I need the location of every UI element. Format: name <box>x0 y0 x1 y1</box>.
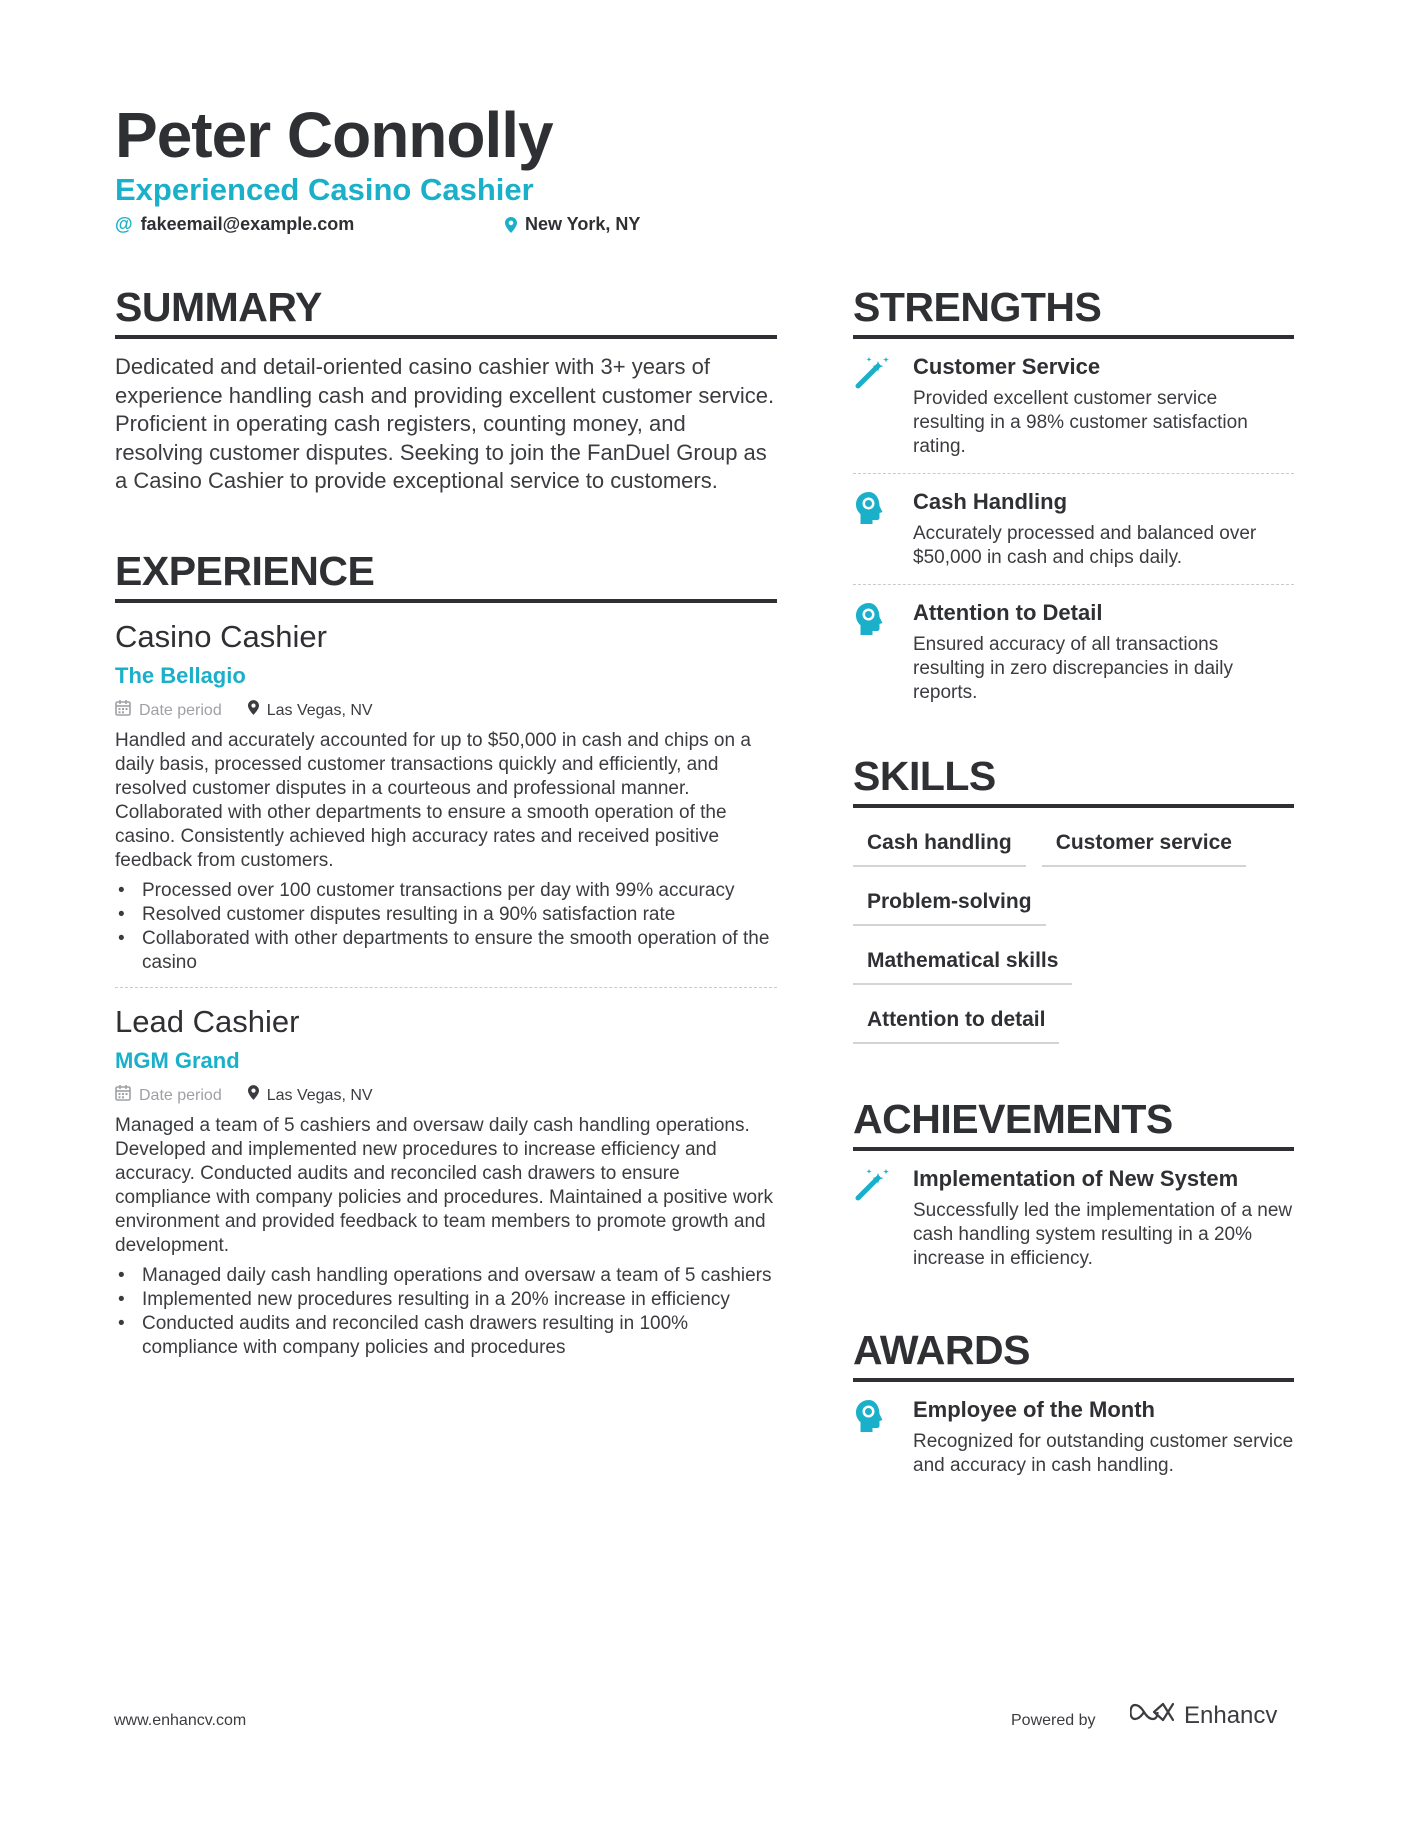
job-role: Casino Cashier <box>115 618 327 654</box>
strength-desc: Provided excellent customer service resulting in a 98% customer satisfaction rating. <box>913 388 1248 457</box>
job-date <box>115 1084 222 1108</box>
experience-section <box>115 546 777 1360</box>
location-text: New York, NY <box>525 214 641 234</box>
contact-location <box>505 214 640 235</box>
enhancv-logo-icon <box>1130 1700 1176 1731</box>
job-bullets <box>115 879 777 975</box>
strength-desc: Ensured accuracy of all transactions resulting in zero discrepancies in daily reports. <box>913 634 1233 703</box>
right-column <box>853 282 1294 1492</box>
skills-list <box>853 818 1294 1054</box>
skills-section <box>853 751 1294 1054</box>
job-location-text: Las Vegas, NV <box>266 701 373 719</box>
skill-tag: Mathematical skills <box>853 936 1072 985</box>
contact-email <box>115 214 354 235</box>
footer-powered-by: Powered by <box>1011 1712 1096 1729</box>
calendar-icon <box>115 699 131 723</box>
footer-url[interactable]: www.enhancv.com <box>114 1712 247 1729</box>
brand-name: Enhancv <box>1184 1701 1278 1729</box>
strengths-heading: STRENGTHS <box>853 284 1102 330</box>
section-divider <box>853 804 1294 808</box>
job-bullet: • Implemented new procedures resulting in a 20% increase in efficiency <box>115 1288 777 1312</box>
achievement-title: Implementation of New System <box>913 1166 1239 1191</box>
strength-title: Cash Handling <box>913 489 1068 514</box>
strength-item <box>853 585 1294 719</box>
job-company: MGM Grand <box>115 1047 240 1073</box>
summary-text: Dedicated and detail-oriented casino cashier with 3+ years of experience handling cash and providing excellent customer service. Proficient in operating cash registers, counting money, and resolving customer disputes. Seeking to join the FanDuel Group as a Casino Cashier to provide exceptional service to customers. <box>115 354 775 493</box>
experience-entry <box>115 1002 777 1360</box>
achievement-desc: Successfully led the implementation of a new cash handling system resulting in a 20% increase in efficiency. <box>913 1200 1293 1269</box>
calendar-icon <box>115 1084 131 1108</box>
job-company: The Bellagio <box>115 662 246 688</box>
skill-tag: Customer service <box>1042 818 1246 867</box>
skill-tag: Attention to detail <box>853 995 1059 1044</box>
job-bullet: • Managed daily cash handling operations and oversaw a team of 5 cashiers <box>115 1264 777 1288</box>
strength-title: Customer Service <box>913 354 1101 379</box>
job-bullets <box>115 1264 777 1360</box>
awards-heading: AWARDS <box>853 1327 1030 1373</box>
job-description: Handled and accurately accounted for up to $50,000 in cash and chips on a daily basis, processed customer transactions quickly and efficiently, and resolved customer disputes in a courteous and professional manner. Collaborated with other departments to ensure a smooth operation of the casino. Consistently achieved high accuracy rates and received positive feedback from customers. <box>115 729 751 871</box>
candidate-name: Peter Connolly <box>115 99 553 171</box>
job-date-text: Date period <box>139 701 222 719</box>
head-brain-icon <box>853 1396 913 1478</box>
job-date-text: Date period <box>139 1086 222 1104</box>
award-desc: Recognized for outstanding customer service and accuracy in cash handling. <box>913 1431 1294 1476</box>
achievement-item <box>853 1151 1294 1285</box>
achievements-heading: ACHIEVEMENTS <box>853 1096 1173 1142</box>
entry-divider <box>115 987 777 988</box>
skill-tag: Cash handling <box>853 818 1026 867</box>
at-icon: @ <box>115 214 133 234</box>
achievements-section <box>853 1094 1294 1285</box>
strength-item <box>853 474 1294 585</box>
magic-wand-icon <box>853 353 913 459</box>
magic-wand-icon <box>853 1165 913 1271</box>
head-brain-icon <box>853 488 913 570</box>
job-location <box>248 700 373 722</box>
job-bullet: • Resolved customer disputes resulting in a 90% satisfaction rate <box>115 903 777 927</box>
location-pin-icon <box>248 1085 259 1107</box>
strength-item <box>853 339 1294 474</box>
job-meta <box>115 699 777 723</box>
job-meta <box>115 1084 777 1108</box>
head-brain-icon <box>853 599 913 705</box>
job-bullet: • Conducted audits and reconciled cash drawers resulting in 100% compliance with company policies and procedures <box>115 1312 777 1360</box>
strengths-section <box>853 282 1294 719</box>
award-item <box>853 1382 1294 1492</box>
footer-brand[interactable] <box>1130 1700 1277 1731</box>
job-bullet: • Processed over 100 customer transactions per day with 99% accuracy <box>115 879 777 903</box>
job-description: Managed a team of 5 cashiers and oversaw daily cash handling operations. Developed and implemented new procedures to increase efficiency and accuracy. Conducted audits and reconciled cash drawers to ensure compliance with company policies and procedures. Maintained a positive work environment and provided feedback to team members to promote growth and development. <box>115 1114 773 1256</box>
job-bullet: • Collaborated with other departments to ensure the smooth operation of the casino <box>115 927 777 975</box>
left-column <box>115 282 777 1360</box>
location-pin-icon <box>248 700 259 722</box>
job-date <box>115 699 222 723</box>
location-pin-icon <box>505 217 517 233</box>
strength-title: Attention to Detail <box>913 600 1103 625</box>
strength-desc: Accurately processed and balanced over $50,000 in cash and chips daily. <box>913 523 1257 568</box>
experience-entry <box>115 617 777 988</box>
award-title: Employee of the Month <box>913 1397 1155 1422</box>
email-text[interactable]: fakeemail@example.com <box>140 214 355 234</box>
section-divider <box>115 335 777 339</box>
skill-tag: Problem-solving <box>853 877 1046 926</box>
section-divider <box>115 599 777 603</box>
experience-heading: EXPERIENCE <box>115 547 375 594</box>
job-role: Lead Cashier <box>115 1003 300 1039</box>
candidate-title: Experienced Casino Cashier <box>115 172 534 207</box>
awards-section <box>853 1325 1294 1492</box>
summary-heading: SUMMARY <box>115 284 322 330</box>
skills-heading: SKILLS <box>853 753 996 799</box>
summary-section <box>115 282 777 496</box>
job-location <box>248 1085 373 1107</box>
job-location-text: Las Vegas, NV <box>266 1086 373 1104</box>
